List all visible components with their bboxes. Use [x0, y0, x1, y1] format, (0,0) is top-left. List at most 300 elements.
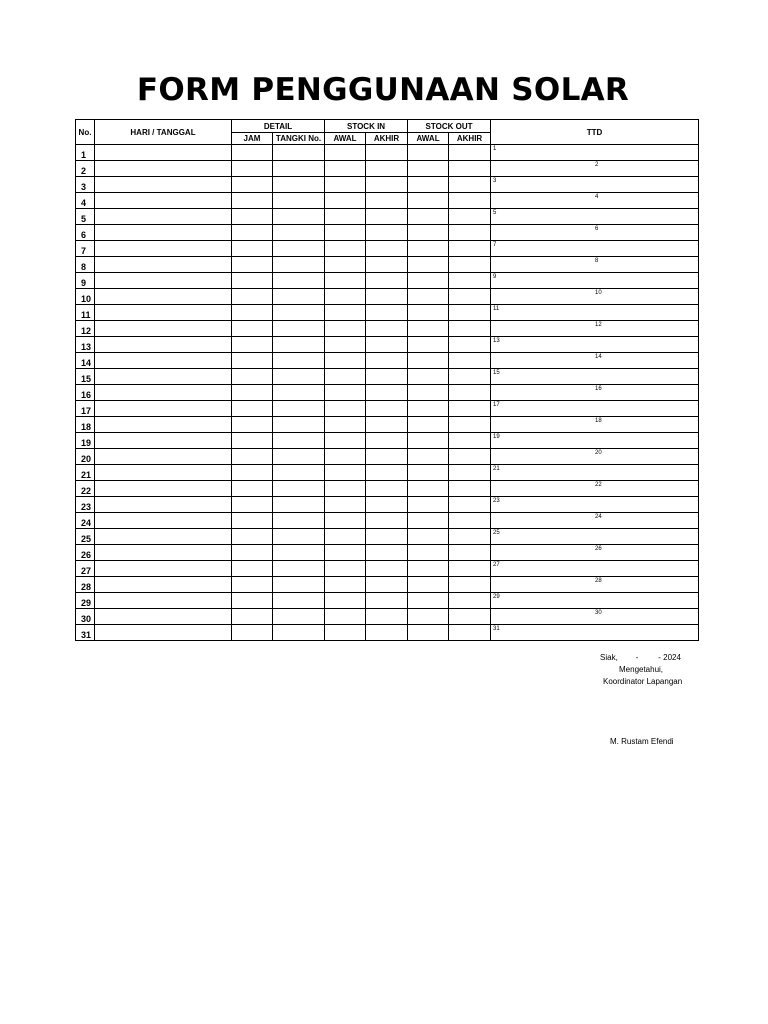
cell-jam[interactable]	[232, 481, 273, 497]
cell-stock-in-akhir[interactable]	[366, 353, 408, 369]
row-number: 19	[76, 433, 95, 449]
cell-stock-in-akhir[interactable]	[366, 289, 408, 305]
cell-stock-out-akhir[interactable]	[449, 273, 491, 289]
cell-stock-out-awal[interactable]	[408, 337, 449, 353]
cell-stock-in-awal[interactable]	[325, 241, 366, 257]
footer-signatory-name: M. Rustam Efendi	[610, 737, 674, 746]
ttd-signature-number: 6	[595, 226, 599, 232]
cell-stock-out-akhir[interactable]	[449, 609, 491, 625]
cell-ttd[interactable]	[491, 257, 699, 273]
ttd-signature-number: 30	[595, 610, 602, 616]
footer-place-date: Siak, - - 2024	[600, 653, 681, 662]
cell-ttd[interactable]	[491, 289, 699, 305]
cell-stock-out-akhir[interactable]	[449, 497, 491, 513]
cell-ttd[interactable]	[491, 417, 699, 433]
cell-jam[interactable]	[232, 385, 273, 401]
cell-stock-out-awal[interactable]	[408, 369, 449, 385]
footer-role: Koordinator Lapangan	[603, 677, 683, 686]
cell-ttd[interactable]	[491, 145, 699, 161]
cell-jam[interactable]	[232, 321, 273, 337]
cell-stock-in-awal[interactable]	[325, 449, 366, 465]
cell-stock-out-awal[interactable]	[408, 417, 449, 433]
cell-hari-tanggal[interactable]	[95, 497, 232, 513]
cell-stock-in-akhir[interactable]	[366, 401, 408, 417]
table-row	[76, 241, 699, 257]
cell-stock-in-awal[interactable]	[325, 625, 366, 641]
cell-ttd[interactable]	[491, 353, 699, 369]
cell-jam[interactable]	[232, 273, 273, 289]
cell-stock-out-akhir[interactable]	[449, 417, 491, 433]
ttd-signature-number: 5	[493, 210, 497, 216]
row-number: 11	[76, 305, 95, 321]
cell-hari-tanggal[interactable]	[95, 241, 232, 257]
cell-hari-tanggal[interactable]	[95, 465, 232, 481]
cell-ttd[interactable]	[491, 593, 699, 609]
cell-hari-tanggal[interactable]	[95, 593, 232, 609]
cell-hari-tanggal[interactable]	[95, 449, 232, 465]
cell-stock-in-akhir[interactable]	[366, 433, 408, 449]
cell-tangki[interactable]	[273, 577, 325, 593]
cell-jam[interactable]	[232, 177, 273, 193]
row-number: 24	[76, 513, 95, 529]
header-ttd: TTD	[491, 120, 699, 145]
cell-hari-tanggal[interactable]	[95, 353, 232, 369]
cell-hari-tanggal[interactable]	[95, 321, 232, 337]
cell-ttd[interactable]	[491, 609, 699, 625]
cell-jam[interactable]	[232, 145, 273, 161]
cell-jam[interactable]	[232, 241, 273, 257]
ttd-signature-number: 17	[493, 402, 500, 408]
table-row	[76, 465, 699, 481]
cell-ttd[interactable]	[491, 529, 699, 545]
cell-ttd[interactable]	[491, 193, 699, 209]
cell-stock-out-awal[interactable]	[408, 545, 449, 561]
cell-tangki[interactable]	[273, 225, 325, 241]
cell-stock-in-awal[interactable]	[325, 193, 366, 209]
cell-stock-out-akhir[interactable]	[449, 561, 491, 577]
cell-hari-tanggal[interactable]	[95, 273, 232, 289]
row-number: 8	[76, 257, 95, 273]
ttd-signature-number: 7	[493, 242, 497, 248]
cell-stock-out-akhir[interactable]	[449, 257, 491, 273]
cell-tangki[interactable]	[273, 161, 325, 177]
ttd-signature-number: 4	[595, 194, 599, 200]
cell-ttd[interactable]	[491, 385, 699, 401]
cell-ttd[interactable]	[491, 481, 699, 497]
cell-tangki[interactable]	[273, 241, 325, 257]
cell-stock-in-awal[interactable]	[325, 337, 366, 353]
table-row	[76, 449, 699, 465]
cell-stock-in-akhir[interactable]	[366, 161, 408, 177]
cell-tangki[interactable]	[273, 481, 325, 497]
cell-stock-out-awal[interactable]	[408, 513, 449, 529]
cell-jam[interactable]	[232, 529, 273, 545]
cell-stock-in-akhir[interactable]	[366, 257, 408, 273]
cell-stock-in-awal[interactable]	[325, 465, 366, 481]
cell-ttd[interactable]	[491, 561, 699, 577]
cell-stock-in-awal[interactable]	[325, 433, 366, 449]
cell-jam[interactable]	[232, 289, 273, 305]
cell-stock-out-awal[interactable]	[408, 193, 449, 209]
cell-hari-tanggal[interactable]	[95, 257, 232, 273]
cell-jam[interactable]	[232, 305, 273, 321]
ttd-signature-number: 27	[493, 562, 500, 568]
row-number: 4	[76, 193, 95, 209]
cell-tangki[interactable]	[273, 401, 325, 417]
cell-stock-out-akhir[interactable]	[449, 321, 491, 337]
cell-hari-tanggal[interactable]	[95, 417, 232, 433]
cell-stock-in-akhir[interactable]	[366, 529, 408, 545]
cell-stock-in-awal[interactable]	[325, 609, 366, 625]
cell-jam[interactable]	[232, 417, 273, 433]
cell-stock-out-akhir[interactable]	[449, 369, 491, 385]
header-stock-in-akhir: AKHIR	[366, 133, 408, 145]
cell-ttd[interactable]	[491, 177, 699, 193]
cell-ttd[interactable]	[491, 497, 699, 513]
cell-stock-out-akhir[interactable]	[449, 401, 491, 417]
cell-stock-out-awal[interactable]	[408, 225, 449, 241]
row-number: 5	[76, 209, 95, 225]
cell-stock-out-akhir[interactable]	[449, 545, 491, 561]
cell-stock-out-awal[interactable]	[408, 209, 449, 225]
cell-tangki[interactable]	[273, 609, 325, 625]
cell-ttd[interactable]	[491, 449, 699, 465]
cell-tangki[interactable]	[273, 177, 325, 193]
cell-stock-out-awal[interactable]	[408, 625, 449, 641]
cell-stock-in-awal[interactable]	[325, 289, 366, 305]
cell-stock-in-akhir[interactable]	[366, 625, 408, 641]
cell-tangki[interactable]	[273, 449, 325, 465]
cell-stock-out-akhir[interactable]	[449, 433, 491, 449]
cell-ttd[interactable]	[491, 225, 699, 241]
cell-stock-in-akhir[interactable]	[366, 577, 408, 593]
cell-tangki[interactable]	[273, 145, 325, 161]
cell-stock-out-awal[interactable]	[408, 577, 449, 593]
cell-jam[interactable]	[232, 209, 273, 225]
cell-stock-out-akhir[interactable]	[449, 529, 491, 545]
cell-jam[interactable]	[232, 161, 273, 177]
cell-stock-out-akhir[interactable]	[449, 353, 491, 369]
cell-ttd[interactable]	[491, 625, 699, 641]
cell-stock-out-akhir[interactable]	[449, 145, 491, 161]
solar-usage-table	[75, 119, 699, 641]
cell-stock-out-awal[interactable]	[408, 321, 449, 337]
cell-stock-out-awal[interactable]	[408, 609, 449, 625]
cell-ttd[interactable]	[491, 273, 699, 289]
cell-tangki[interactable]	[273, 305, 325, 321]
cell-stock-out-awal[interactable]	[408, 529, 449, 545]
cell-hari-tanggal[interactable]	[95, 305, 232, 321]
cell-jam[interactable]	[232, 593, 273, 609]
cell-stock-out-akhir[interactable]	[449, 177, 491, 193]
cell-tangki[interactable]	[273, 513, 325, 529]
ttd-signature-number: 11	[493, 306, 500, 312]
cell-stock-in-awal[interactable]	[325, 417, 366, 433]
table-row	[76, 161, 699, 177]
cell-jam[interactable]	[232, 433, 273, 449]
cell-stock-in-awal[interactable]	[325, 529, 366, 545]
row-number: 29	[76, 593, 95, 609]
cell-jam[interactable]	[232, 401, 273, 417]
cell-stock-out-awal[interactable]	[408, 497, 449, 513]
cell-ttd[interactable]	[491, 241, 699, 257]
cell-tangki[interactable]	[273, 433, 325, 449]
cell-ttd[interactable]	[491, 321, 699, 337]
cell-jam[interactable]	[232, 513, 273, 529]
cell-stock-in-awal[interactable]	[325, 401, 366, 417]
cell-stock-out-akhir[interactable]	[449, 161, 491, 177]
table-row	[76, 145, 699, 161]
table-row	[76, 561, 699, 577]
table-row	[76, 353, 699, 369]
cell-tangki[interactable]	[273, 273, 325, 289]
cell-tangki[interactable]	[273, 369, 325, 385]
cell-hari-tanggal[interactable]	[95, 161, 232, 177]
cell-jam[interactable]	[232, 369, 273, 385]
cell-stock-in-akhir[interactable]	[366, 497, 408, 513]
cell-stock-out-akhir[interactable]	[449, 193, 491, 209]
cell-stock-out-awal[interactable]	[408, 481, 449, 497]
cell-hari-tanggal[interactable]	[95, 577, 232, 593]
header-hari-tanggal: HARI / TANGGAL	[95, 120, 232, 145]
cell-jam[interactable]	[232, 193, 273, 209]
cell-stock-in-akhir[interactable]	[366, 369, 408, 385]
cell-ttd[interactable]	[491, 305, 699, 321]
cell-stock-in-awal[interactable]	[325, 577, 366, 593]
cell-tangki[interactable]	[273, 193, 325, 209]
cell-ttd[interactable]	[491, 337, 699, 353]
cell-stock-in-awal[interactable]	[325, 257, 366, 273]
cell-ttd[interactable]	[491, 465, 699, 481]
cell-tangki[interactable]	[273, 529, 325, 545]
cell-stock-out-awal[interactable]	[408, 561, 449, 577]
cell-jam[interactable]	[232, 497, 273, 513]
ttd-signature-number: 22	[595, 482, 602, 488]
cell-hari-tanggal[interactable]	[95, 529, 232, 545]
cell-stock-in-akhir[interactable]	[366, 481, 408, 497]
cell-tangki[interactable]	[273, 321, 325, 337]
cell-stock-out-akhir[interactable]	[449, 337, 491, 353]
cell-jam[interactable]	[232, 225, 273, 241]
header-no: No.	[76, 120, 95, 145]
cell-ttd[interactable]	[491, 401, 699, 417]
ttd-signature-number: 13	[493, 338, 500, 344]
cell-stock-in-akhir[interactable]	[366, 241, 408, 257]
cell-jam[interactable]	[232, 545, 273, 561]
cell-stock-out-akhir[interactable]	[449, 449, 491, 465]
cell-stock-out-awal[interactable]	[408, 449, 449, 465]
cell-stock-in-awal[interactable]	[325, 161, 366, 177]
cell-stock-out-akhir[interactable]	[449, 465, 491, 481]
cell-tangki[interactable]	[273, 465, 325, 481]
cell-stock-out-awal[interactable]	[408, 433, 449, 449]
row-number: 13	[76, 337, 95, 353]
cell-stock-in-awal[interactable]	[325, 321, 366, 337]
cell-stock-in-awal[interactable]	[325, 497, 366, 513]
cell-stock-in-awal[interactable]	[325, 209, 366, 225]
cell-tangki[interactable]	[273, 353, 325, 369]
cell-stock-out-awal[interactable]	[408, 401, 449, 417]
cell-tangki[interactable]	[273, 385, 325, 401]
cell-stock-out-akhir[interactable]	[449, 385, 491, 401]
cell-hari-tanggal[interactable]	[95, 625, 232, 641]
cell-jam[interactable]	[232, 449, 273, 465]
row-number: 6	[76, 225, 95, 241]
cell-hari-tanggal[interactable]	[95, 401, 232, 417]
cell-stock-out-awal[interactable]	[408, 161, 449, 177]
cell-stock-in-akhir[interactable]	[366, 561, 408, 577]
cell-tangki[interactable]	[273, 545, 325, 561]
cell-stock-out-awal[interactable]	[408, 241, 449, 257]
cell-hari-tanggal[interactable]	[95, 145, 232, 161]
cell-stock-in-akhir[interactable]	[366, 177, 408, 193]
cell-jam[interactable]	[232, 625, 273, 641]
cell-stock-in-akhir[interactable]	[366, 145, 408, 161]
cell-stock-in-akhir[interactable]	[366, 593, 408, 609]
cell-stock-in-awal[interactable]	[325, 273, 366, 289]
cell-tangki[interactable]	[273, 625, 325, 641]
cell-jam[interactable]	[232, 561, 273, 577]
cell-tangki[interactable]	[273, 289, 325, 305]
cell-stock-in-akhir[interactable]	[366, 385, 408, 401]
cell-hari-tanggal[interactable]	[95, 177, 232, 193]
cell-stock-out-awal[interactable]	[408, 593, 449, 609]
cell-stock-in-akhir[interactable]	[366, 225, 408, 241]
cell-stock-in-akhir[interactable]	[366, 273, 408, 289]
cell-stock-in-awal[interactable]	[325, 481, 366, 497]
cell-jam[interactable]	[232, 465, 273, 481]
cell-stock-in-awal[interactable]	[325, 145, 366, 161]
cell-stock-in-awal[interactable]	[325, 353, 366, 369]
ttd-signature-number: 1	[493, 146, 497, 152]
cell-hari-tanggal[interactable]	[95, 369, 232, 385]
cell-tangki[interactable]	[273, 209, 325, 225]
cell-tangki[interactable]	[273, 417, 325, 433]
cell-stock-out-akhir[interactable]	[449, 289, 491, 305]
cell-stock-in-akhir[interactable]	[366, 417, 408, 433]
cell-stock-in-awal[interactable]	[325, 225, 366, 241]
cell-stock-out-akhir[interactable]	[449, 481, 491, 497]
table-row	[76, 545, 699, 561]
cell-hari-tanggal[interactable]	[95, 385, 232, 401]
cell-jam[interactable]	[232, 337, 273, 353]
cell-stock-out-akhir[interactable]	[449, 593, 491, 609]
cell-stock-out-awal[interactable]	[408, 465, 449, 481]
cell-ttd[interactable]	[491, 577, 699, 593]
cell-stock-out-awal[interactable]	[408, 145, 449, 161]
cell-stock-in-awal[interactable]	[325, 593, 366, 609]
cell-stock-out-akhir[interactable]	[449, 209, 491, 225]
cell-tangki[interactable]	[273, 497, 325, 513]
cell-ttd[interactable]	[491, 545, 699, 561]
cell-stock-out-akhir[interactable]	[449, 225, 491, 241]
cell-stock-out-awal[interactable]	[408, 273, 449, 289]
cell-stock-in-akhir[interactable]	[366, 321, 408, 337]
cell-stock-in-akhir[interactable]	[366, 545, 408, 561]
cell-tangki[interactable]	[273, 561, 325, 577]
cell-stock-out-akhir[interactable]	[449, 241, 491, 257]
cell-stock-out-awal[interactable]	[408, 353, 449, 369]
table-row	[76, 289, 699, 305]
row-number: 3	[76, 177, 95, 193]
cell-stock-out-awal[interactable]	[408, 289, 449, 305]
cell-stock-in-akhir[interactable]	[366, 209, 408, 225]
cell-stock-out-akhir[interactable]	[449, 577, 491, 593]
cell-stock-out-akhir[interactable]	[449, 513, 491, 529]
cell-stock-in-akhir[interactable]	[366, 305, 408, 321]
cell-hari-tanggal[interactable]	[95, 209, 232, 225]
row-number: 10	[76, 289, 95, 305]
cell-stock-out-awal[interactable]	[408, 177, 449, 193]
ttd-signature-number: 21	[493, 466, 500, 472]
cell-ttd[interactable]	[491, 161, 699, 177]
cell-stock-in-akhir[interactable]	[366, 449, 408, 465]
cell-stock-in-awal[interactable]	[325, 305, 366, 321]
table-row	[76, 209, 699, 225]
cell-jam[interactable]	[232, 609, 273, 625]
row-number: 15	[76, 369, 95, 385]
cell-tangki[interactable]	[273, 593, 325, 609]
table-row	[76, 433, 699, 449]
cell-stock-out-akhir[interactable]	[449, 305, 491, 321]
cell-tangki[interactable]	[273, 257, 325, 273]
cell-hari-tanggal[interactable]	[95, 225, 232, 241]
cell-jam[interactable]	[232, 353, 273, 369]
row-number: 9	[76, 273, 95, 289]
ttd-signature-number: 31	[493, 626, 500, 632]
cell-stock-in-akhir[interactable]	[366, 193, 408, 209]
cell-stock-in-akhir[interactable]	[366, 609, 408, 625]
cell-jam[interactable]	[232, 257, 273, 273]
cell-stock-in-awal[interactable]	[325, 177, 366, 193]
cell-stock-in-akhir[interactable]	[366, 337, 408, 353]
cell-stock-in-akhir[interactable]	[366, 465, 408, 481]
row-number: 20	[76, 449, 95, 465]
cell-stock-in-awal[interactable]	[325, 545, 366, 561]
cell-hari-tanggal[interactable]	[95, 193, 232, 209]
cell-hari-tanggal[interactable]	[95, 561, 232, 577]
cell-hari-tanggal[interactable]	[95, 609, 232, 625]
cell-stock-out-awal[interactable]	[408, 305, 449, 321]
header-stock-out-awal: AWAL	[408, 133, 449, 145]
row-number: 31	[76, 625, 95, 641]
cell-jam[interactable]	[232, 577, 273, 593]
cell-stock-in-akhir[interactable]	[366, 513, 408, 529]
table-row	[76, 321, 699, 337]
cell-ttd[interactable]	[491, 209, 699, 225]
cell-hari-tanggal[interactable]	[95, 545, 232, 561]
cell-tangki[interactable]	[273, 337, 325, 353]
cell-hari-tanggal[interactable]	[95, 433, 232, 449]
cell-ttd[interactable]	[491, 433, 699, 449]
cell-stock-out-akhir[interactable]	[449, 625, 491, 641]
cell-ttd[interactable]	[491, 369, 699, 385]
table-row	[76, 529, 699, 545]
row-number: 28	[76, 577, 95, 593]
cell-hari-tanggal[interactable]	[95, 513, 232, 529]
cell-ttd[interactable]	[491, 513, 699, 529]
cell-stock-in-awal[interactable]	[325, 369, 366, 385]
row-number: 12	[76, 321, 95, 337]
cell-stock-in-awal[interactable]	[325, 513, 366, 529]
cell-hari-tanggal[interactable]	[95, 481, 232, 497]
cell-stock-in-awal[interactable]	[325, 385, 366, 401]
cell-hari-tanggal[interactable]	[95, 289, 232, 305]
cell-stock-out-awal[interactable]	[408, 385, 449, 401]
cell-stock-out-awal[interactable]	[408, 257, 449, 273]
cell-hari-tanggal[interactable]	[95, 337, 232, 353]
cell-stock-in-awal[interactable]	[325, 561, 366, 577]
